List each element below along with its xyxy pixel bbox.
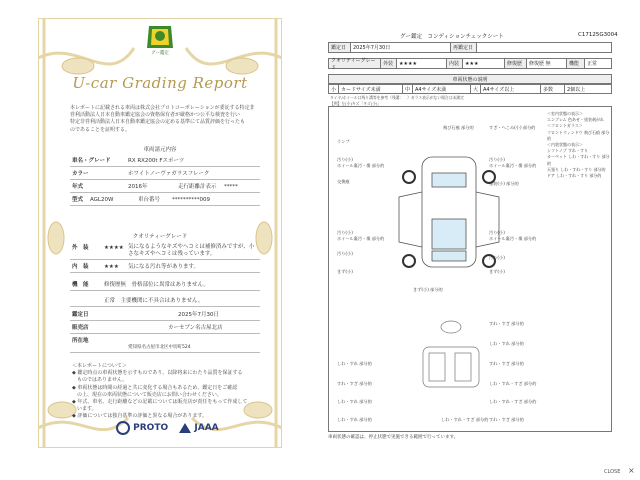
- legend-large: 大: [471, 85, 481, 93]
- field-extra-label: 走行距離計表示: [178, 184, 217, 190]
- date-value: 2025年7月30日: [351, 43, 451, 52]
- damage-label: すれ・すざ 部分的: [489, 417, 524, 422]
- damage-label: すれ・すざ 部分的: [489, 361, 524, 366]
- appraisal-date-value: 2025年7月30日: [178, 312, 219, 318]
- field-row-year: [70, 182, 260, 193]
- damage-label: 汚り(小): [337, 157, 353, 162]
- legend-row: [328, 84, 612, 94]
- damage-label: ランプ: [337, 139, 350, 144]
- legend-title: 車両状態の説明: [328, 74, 612, 84]
- damage-label: ホイール裏汚・傷 部分的: [489, 163, 537, 168]
- interior-note: ＜室内状態の表示＞: [547, 111, 583, 116]
- field-extra-label: 車台番号: [138, 197, 161, 203]
- grade-stars: ★★★: [104, 264, 119, 270]
- example-text: 【例】左(小)キズ「キズ(小)」: [330, 101, 382, 106]
- interior-note: ドア しわ・すれ・すり 部分的: [547, 173, 602, 179]
- goo-appraisal-badge-icon: [145, 24, 175, 50]
- grade-row-engine: [70, 296, 260, 307]
- damage-label: 汚り(小): [489, 230, 505, 235]
- date-row: [328, 42, 612, 53]
- damage-label: きず(小) 部分的: [413, 287, 443, 292]
- date-label: 鑑定日: [329, 43, 351, 52]
- proto-logo: PROTO: [133, 423, 169, 433]
- field-label: 車名・グレード: [72, 158, 111, 164]
- jaaa-logo-icon: [179, 423, 191, 433]
- certificate-title: U-car Grading Report: [72, 74, 248, 92]
- condition-check-sheet: [328, 32, 612, 442]
- grade-text: 修復歴無 骨格部位に異常はありません。: [104, 282, 209, 288]
- damage-label: 交換痕: [337, 179, 350, 184]
- note-line: います。: [72, 406, 97, 413]
- damage-label: 汚り(小): [337, 230, 353, 235]
- close-icon[interactable]: ×: [628, 466, 635, 475]
- damage-label: しわ・すれ・すざ 部分的: [441, 417, 489, 422]
- interior-note: フロントウィンドウ 飛び石痕 部分的: [547, 129, 610, 141]
- dealer-value: カーセブン名古屋北店: [168, 325, 223, 331]
- interior-note: ＜内装状態の表示＞: [547, 142, 583, 148]
- note-line: ◆ 鑑定時点の車両状態を示すものであり、以降将来にわたり品質を保証する: [72, 370, 243, 377]
- sheet-header-title: グー鑑定 コンディションチェックシート: [400, 34, 504, 40]
- intro-line: 特定非営利活動法人日本自動車鑑定協会の定める基準にて品質評価を行ったも: [70, 119, 246, 126]
- interior-note: 天張り しわ・すれ・すり 部分的: [547, 166, 606, 172]
- field-extra-value: **********009: [172, 197, 210, 203]
- dealer-row: [70, 323, 260, 334]
- damage-label: きず(小): [489, 269, 505, 274]
- damage-label: ホイール裏汚・傷 部分的: [337, 236, 385, 241]
- damage-label: きず(小): [337, 269, 353, 274]
- function-value: 正常: [587, 61, 598, 67]
- damage-label: しわ・すれ・すざ 部分的: [489, 399, 537, 404]
- intro-line: のであることを証明する。: [70, 126, 131, 133]
- legend-mid: 中: [403, 85, 413, 93]
- sheet-id: C17125G3004: [578, 32, 618, 38]
- legend-mid-text: A4サイズ未満: [413, 85, 471, 93]
- reappraisal-value: [477, 43, 613, 52]
- interior-label: 内装: [447, 59, 463, 68]
- damage-label: しわ・すれ 部分的: [337, 361, 372, 366]
- grade-text: 正常 主要機関に不具合はありません。: [104, 298, 204, 304]
- grade-label: 内 装: [72, 264, 89, 270]
- legend-large-text: A4サイズ以上: [481, 85, 541, 93]
- damage-label: しわ・すれ 部分的: [337, 417, 372, 422]
- damage-label: しわ・すれ 部分的: [337, 399, 372, 404]
- damage-label: 汚り(小): [489, 255, 505, 260]
- exterior-stars: ★★★★: [397, 59, 447, 68]
- damage-label: すれ・すざ 部分的: [337, 381, 372, 386]
- damage-label: 飛び石痕 部分的: [443, 125, 474, 130]
- field-label: カラー: [72, 171, 89, 177]
- appraisal-date-label: 鑑定日: [72, 312, 89, 318]
- intro-line: 営利活動法人日本自動車鑑定協会の資格保有者が厳格かつ公平な検査を行い: [70, 112, 241, 119]
- legend-scratch-text: 2個以上: [567, 86, 586, 93]
- note-line: ものではありません。: [72, 377, 128, 384]
- legend-small-text: カードサイズ未満: [339, 85, 403, 93]
- grade-stars: ★★★★: [104, 245, 124, 251]
- grade-row-exterior: [70, 243, 260, 260]
- field-label: 型式: [72, 197, 84, 203]
- condition-diagram: [328, 106, 612, 432]
- repair-value: 修復歴 無: [527, 59, 567, 68]
- note-line: ◆ 年式、車名、走行距離などの記載については販売店が責任をもって作成して: [72, 399, 248, 406]
- field-row-color: [70, 169, 260, 180]
- grade-row-function: [70, 280, 260, 291]
- exterior-label: 外装: [381, 59, 397, 68]
- footer-note: 車両状態の確認は、停止状態で実施できる範囲で行っています。: [328, 435, 459, 440]
- location-row: [70, 336, 260, 353]
- close-button[interactable]: CLOSE: [604, 469, 621, 475]
- field-value: ホワイトノーヴァガラスフレーク: [128, 171, 210, 177]
- intro-line: 本レポートに記載される車両は株式会社プロトコーポレーションが委託する特定非: [70, 105, 255, 111]
- damage-label: ホイール裏汚・傷 部分的: [489, 236, 537, 241]
- proto-logo-icon: [116, 421, 130, 435]
- grade-label: 外 装: [72, 245, 89, 251]
- quality-label: クオリティーグレード: [329, 59, 381, 68]
- notes-title: ＜本レポートについて＞: [72, 363, 127, 369]
- damage-label: 汚り(小): [337, 251, 353, 256]
- note-line: の上、現在の車両状態について販売店にお問い合わせください。: [72, 391, 222, 398]
- badge-text: グー鑑定: [151, 51, 169, 56]
- interior-note: ＜フロントガラス＞: [547, 123, 583, 129]
- quality-row: [328, 58, 612, 69]
- report-notes: [72, 363, 262, 421]
- damage-label: すれ・すざ 部分的: [489, 321, 524, 326]
- field-row-model: [70, 195, 260, 206]
- vehicle-section-title: 車両諸元内容: [143, 147, 177, 153]
- function-label: 機能: [567, 59, 585, 68]
- repair-label: 修復歴: [505, 59, 527, 68]
- legend-small: 小: [329, 85, 339, 93]
- note-line: ◆ 評価については独自基準の評価と異なる場合があります。: [72, 413, 207, 420]
- interior-notes: [547, 111, 611, 179]
- field-value: AGL20W: [90, 197, 114, 203]
- damage-label: ホイール裏汚・傷 部分的: [337, 163, 385, 168]
- footer-logos: [116, 421, 219, 439]
- field-label: 年式: [72, 184, 84, 190]
- damage-label: 汚り(小): [489, 157, 505, 162]
- grading-certificate: [38, 18, 282, 448]
- interior-stars: ★★★: [463, 59, 505, 68]
- legend-note: タイヤ/ホイールは残り溝等を参考（残溝： ）ガラス表示がない場合は未測定: [330, 95, 464, 100]
- field-extra-value: *****: [224, 184, 238, 190]
- note-line: ◆ 車両状態は時間の経過と共に変化する場合もあるため、鑑定日をご確認: [72, 384, 238, 391]
- grade-text: 気になる汚れ等があります。: [128, 264, 200, 270]
- location-value: 愛知県名古屋市北区中切町524: [128, 345, 191, 350]
- legend-scratch: 多数: [541, 85, 565, 93]
- interior-note: エンブレム 色あせ・塗装剥がれ: [547, 117, 604, 123]
- damage-label: しわ・すれ・すざ 部分的: [489, 381, 537, 386]
- location-label: 所在地: [72, 338, 89, 344]
- appraisal-date-row: [70, 310, 260, 321]
- field-row-name: [70, 156, 260, 167]
- damage-label: 塗装(小) 部分的: [489, 181, 519, 186]
- damage-label: すざ・へこみ(小) 部分的: [489, 125, 536, 130]
- grade-text: 気になるようなキズやヘコミは補修済みですが、小さなキズやヘコミは残っています。: [128, 244, 255, 257]
- certificate-intro: [70, 105, 260, 134]
- interior-note: シフトノブ すれ・すり: [547, 148, 589, 154]
- interior-note: カーペット しわ・すれ・すり 部分的: [547, 154, 610, 166]
- jaaa-logo: JAAA: [194, 423, 219, 433]
- field-value: 2016年: [128, 184, 148, 190]
- reappraisal-label: 再鑑定日: [451, 43, 477, 52]
- damage-label: しわ・すれ 部分的: [489, 341, 524, 346]
- grade-row-interior: [70, 262, 260, 273]
- field-value: RX RX200t Fスポーツ: [128, 158, 185, 164]
- grade-label: 機 能: [72, 282, 89, 288]
- dealer-label: 販売店: [72, 325, 89, 331]
- quality-section-title: クオリティーグレード: [132, 234, 188, 240]
